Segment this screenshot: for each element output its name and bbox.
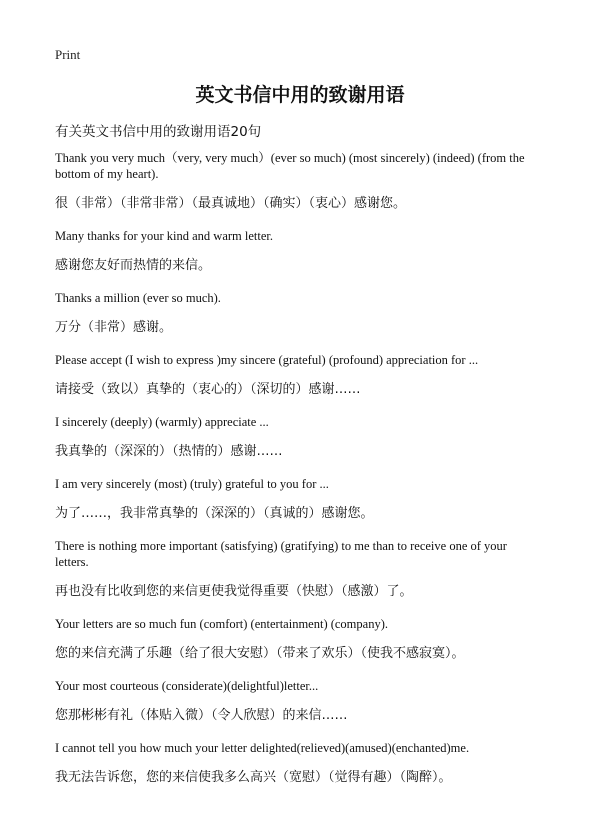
page-subtitle: 有关英文书信中用的致谢用语20句 <box>55 124 262 140</box>
phrase-chinese: 您的来信充满了乐趣（给了很大安慰）（带来了欢乐）（使我不感寂寞）。 <box>55 646 465 661</box>
phrase-chinese: 很（非常）（非常非常）（最真诚地）（确实）（衷心）感谢您。 <box>55 196 407 211</box>
phrase-chinese: 为了……，我非常真挚的（深深的）（真诚的）感谢您。 <box>55 506 374 521</box>
phrase-chinese: 请接受（致以）真挚的（衷心的）（深切的）感谢…… <box>55 382 361 397</box>
phrase-chinese: 万分（非常）感谢。 <box>55 320 173 335</box>
phrase-chinese: 感谢您友好而热情的来信。 <box>55 258 212 273</box>
phrase-english: Your letters are so much fun (comfort) (entertainment) (company). <box>55 617 388 631</box>
phrase-english: I cannot tell you how much your letter delighted(relieved)(amused)(enchanted)me. <box>55 741 470 755</box>
phrase-chinese: 再也没有比收到您的来信更使我觉得重要（快慰）（感激）了。 <box>55 584 413 599</box>
page-title: 英文书信中用的致谢用语 <box>195 84 405 106</box>
phrase-english: There is nothing more important (satisfying) (gratifying) to me than to receive one of your letters. <box>55 539 507 569</box>
phrase-english: Many thanks for your kind and warm letter. <box>55 229 274 243</box>
print-link[interactable]: Print <box>55 47 81 62</box>
phrase-chinese: 我无法告诉您，您的来信使我多么高兴（宽慰）（觉得有趣）（陶醉）。 <box>55 770 452 785</box>
phrase-chinese: 我真挚的（深深的）（热情的）感谢…… <box>55 444 283 459</box>
phrase-english: I am very sincerely (most) (truly) grateful to you for ... <box>55 477 329 491</box>
phrase-english: Your most courteous (considerate)(delightful)letter... <box>55 679 319 693</box>
phrase-english: Thank you very much（very, very much）(ever so much) (most sincerely) (indeed) (from the bottom of my heart). <box>55 151 525 181</box>
phrase-chinese: 您那彬彬有礼（体贴入微）（令人欣慰）的来信…… <box>55 708 348 723</box>
phrase-english: I sincerely (deeply) (warmly) appreciate ... <box>55 415 269 429</box>
phrase-english: Thanks a million (ever so much). <box>55 291 221 305</box>
phrase-list <box>55 150 543 787</box>
phrase-english: Please accept (I wish to express )my sincere (grateful) (profound) appreciation for ... <box>55 353 479 367</box>
